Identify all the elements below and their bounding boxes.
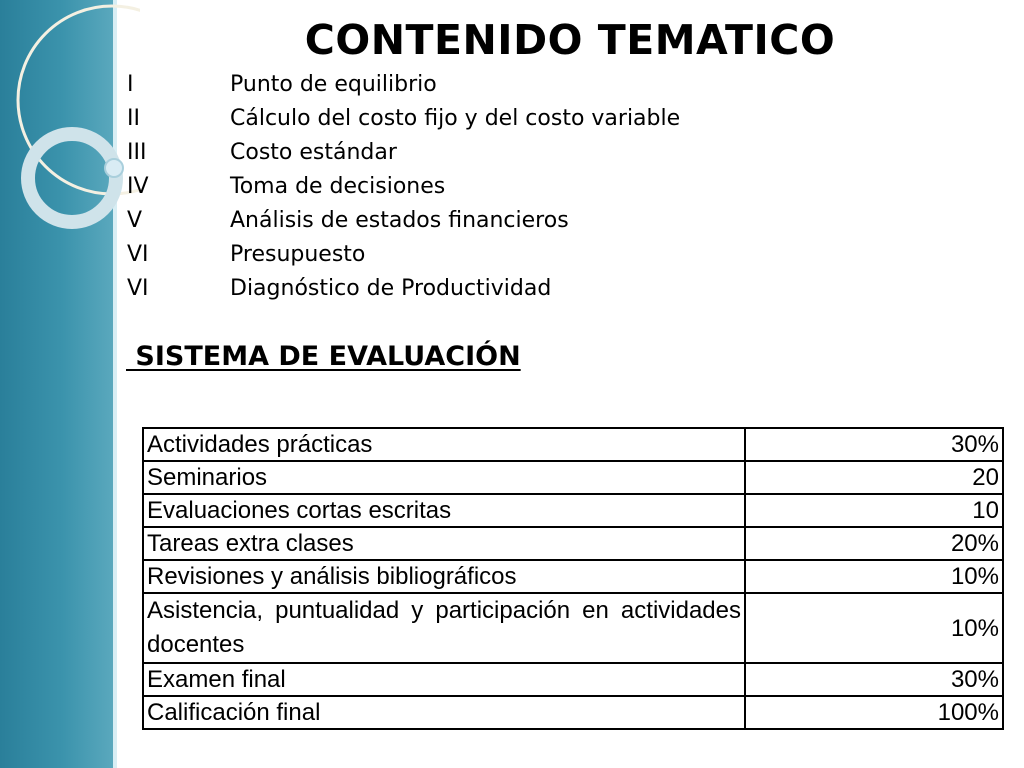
table-row [143, 593, 1003, 663]
topic-number: IV [127, 173, 149, 199]
table-cell-activity: Evaluaciones cortas escritas [143, 494, 745, 527]
table-cell-activity: Examen final [143, 663, 745, 696]
topic-number: VI [127, 241, 149, 267]
table-row [143, 663, 1003, 696]
ring-dot [105, 159, 123, 177]
table-cell-activity: Asistencia, puntualidad y participación en actividades docentes [143, 593, 745, 663]
topic-item [127, 203, 680, 237]
topic-text: Toma de decisiones [230, 173, 446, 199]
table-cell-weight: 10% [745, 560, 1003, 593]
topic-item [127, 237, 680, 271]
topic-text: Cálculo del costo fijo y del costo variable [230, 105, 681, 131]
table-cell-activity: Actividades prácticas [143, 428, 745, 461]
topic-text: Punto de equilibrio [230, 71, 437, 97]
topic-text: Análisis de estados financieros [230, 207, 569, 233]
table-cell-weight: 10% [745, 593, 1003, 663]
topic-text: Presupuesto [230, 241, 366, 267]
topic-number: VI [127, 275, 149, 301]
table-cell-weight: 20 [745, 461, 1003, 494]
topic-item [127, 67, 680, 101]
table-cell-activity: Calificación final [143, 696, 745, 729]
table-cell-activity: Seminarios [143, 461, 745, 494]
table-row [143, 461, 1003, 494]
decorative-rings [0, 0, 140, 260]
table-row [143, 494, 1003, 527]
topic-number: II [127, 105, 140, 131]
topic-item [127, 169, 680, 203]
small-ring [28, 134, 116, 222]
table-cell-activity: Tareas extra clases [143, 527, 745, 560]
table-cell-activity: Revisiones y análisis bibliográficos [143, 560, 745, 593]
table-cell-weight: 30% [745, 663, 1003, 696]
topic-item [127, 271, 680, 305]
table-cell-weight: 10 [745, 494, 1003, 527]
slide-title: CONTENIDO TEMATICO [304, 16, 836, 64]
topic-number: I [127, 71, 134, 97]
table-cell-weight: 100% [745, 696, 1003, 729]
evaluation-heading: SISTEMA DE EVALUACIÓN [126, 341, 521, 372]
topic-text: Diagnóstico de Productividad [230, 275, 552, 301]
topic-number: V [127, 207, 143, 233]
topics-list [127, 67, 680, 305]
evaluation-table [142, 427, 1004, 730]
table-row [143, 560, 1003, 593]
topic-text: Costo estándar [230, 139, 397, 165]
table-row [143, 527, 1003, 560]
table-row [143, 428, 1003, 461]
table-cell-weight: 20% [745, 527, 1003, 560]
topic-number: III [127, 139, 147, 165]
table-cell-weight: 30% [745, 428, 1003, 461]
topic-item [127, 135, 680, 169]
topic-item [127, 101, 680, 135]
table-row [143, 696, 1003, 729]
